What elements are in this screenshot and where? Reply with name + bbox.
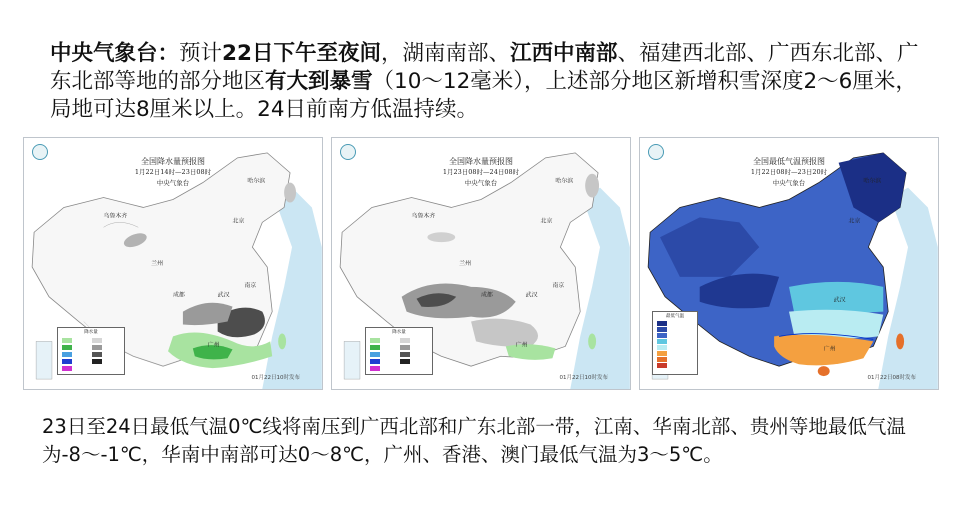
legend-swatch — [400, 345, 410, 350]
region-highlight: 江西中南部 — [509, 41, 618, 66]
map-title — [332, 156, 630, 189]
legend-title: 最低气温 — [666, 314, 684, 319]
city-label: 北京 — [232, 217, 245, 225]
text-segment: 预计 — [179, 41, 223, 66]
legend-swatch — [657, 363, 667, 368]
forecast-paragraph-bottom: 23日至24日最低气温0℃线将南压到广西北部和广东北部一带，江南、华南北部、贵州等地最低气温为-8～-1℃，华南中南部可达0～8℃，广州、香港、澳门最低气温为3～5℃。 — [42, 415, 906, 466]
legend-swatch — [92, 352, 102, 357]
map-legend — [57, 327, 125, 375]
text-segment: ，湖南南部、 — [380, 41, 510, 66]
legend-swatch — [370, 359, 380, 364]
legend-swatch — [62, 366, 72, 371]
legend-swatch — [657, 333, 667, 338]
legend-swatch — [62, 338, 72, 343]
issue-time: 01月22日08时发布 — [867, 375, 916, 381]
legend-swatch — [657, 345, 667, 350]
legend-swatch — [92, 345, 102, 350]
legend-title: 降水量 — [84, 330, 98, 335]
issue-time: 01月22日10时发布 — [251, 375, 300, 381]
legend-title: 降水量 — [392, 330, 406, 335]
legend-swatch — [400, 338, 410, 343]
city-label: 乌鲁木齐 — [103, 212, 128, 220]
legend-swatch — [400, 359, 410, 364]
text-segment: 、福建西北部、广西东北部、广东北部等地的部分地区 — [50, 41, 919, 94]
city-label: 哈尔滨 — [863, 177, 882, 185]
city-label: 广州 — [207, 341, 220, 349]
map-period: 1月22日14时—23日08时 — [134, 168, 212, 176]
legend-swatch — [370, 366, 380, 371]
legend-swatch — [92, 359, 102, 364]
hainan-warm — [818, 366, 830, 376]
city-label: 成都 — [481, 291, 493, 299]
city-label: 广州 — [515, 341, 528, 349]
rain-area-taiwan — [588, 333, 596, 349]
city-label: 南京 — [244, 281, 257, 289]
legend-swatch — [657, 321, 667, 326]
city-label: 北京 — [848, 217, 861, 225]
map-title-text: 全国最低气温预报图 — [753, 157, 825, 166]
legend-swatch — [657, 351, 667, 356]
city-label: 乌鲁木齐 — [411, 212, 436, 220]
city-label: 兰州 — [151, 259, 164, 267]
legend-swatch — [370, 338, 380, 343]
legend-swatch — [62, 359, 72, 364]
legend-swatch — [657, 327, 667, 332]
min-temp-map — [639, 137, 939, 390]
legend-swatch — [370, 345, 380, 350]
legend-swatch — [92, 338, 102, 343]
city-label: 哈尔滨 — [247, 177, 266, 185]
rain-area-taiwan — [278, 333, 286, 349]
snow-area-north — [427, 232, 455, 242]
map-legend — [652, 311, 698, 375]
legend-swatch — [62, 352, 72, 357]
city-label: 武汉 — [217, 291, 230, 299]
map-agency: 中央气象台 — [772, 179, 806, 187]
source-label: 中央气象台： — [50, 41, 180, 66]
city-label: 武汉 — [525, 291, 538, 299]
map-title-text: 全国降水量预报图 — [449, 157, 513, 166]
forecast-maps — [23, 137, 940, 390]
map-agency: 中央气象台 — [464, 179, 498, 187]
map-period: 1月22日08时—23日20时 — [750, 168, 828, 176]
map-agency: 中央气象台 — [156, 179, 190, 187]
city-label: 兰州 — [459, 259, 472, 267]
taiwan-warm — [896, 333, 904, 349]
precip-map-2 — [331, 137, 631, 390]
city-label: 武汉 — [833, 296, 846, 304]
map-title — [640, 156, 938, 189]
legend-swatch — [657, 339, 667, 344]
map-legend — [365, 327, 433, 375]
legend-swatch — [62, 345, 72, 350]
text-segment: （10～12毫米），上述部分地区新增积雪深度2～6厘米，局地可达8厘米以上。24日前南方低温持续。 — [50, 69, 917, 122]
city-label: 北京 — [540, 217, 553, 225]
map-title — [24, 156, 322, 189]
city-label: 广州 — [823, 345, 836, 353]
map-period: 1月23日08时—24日08时 — [442, 168, 520, 176]
forecast-paragraph-top — [50, 40, 920, 124]
legend-swatch — [400, 352, 410, 357]
level-highlight: 有大到暴雪 — [265, 69, 373, 94]
time-highlight: 22日下午至夜间 — [222, 41, 381, 66]
issue-time: 01月22日10时发布 — [559, 375, 608, 381]
map-title-text: 全国降水量预报图 — [141, 157, 205, 166]
legend-swatch — [370, 352, 380, 357]
city-label: 南京 — [552, 281, 565, 289]
precip-map-1 — [23, 137, 323, 390]
city-label: 成都 — [172, 291, 185, 299]
city-label: 哈尔滨 — [555, 177, 574, 185]
legend-swatch — [657, 357, 667, 362]
